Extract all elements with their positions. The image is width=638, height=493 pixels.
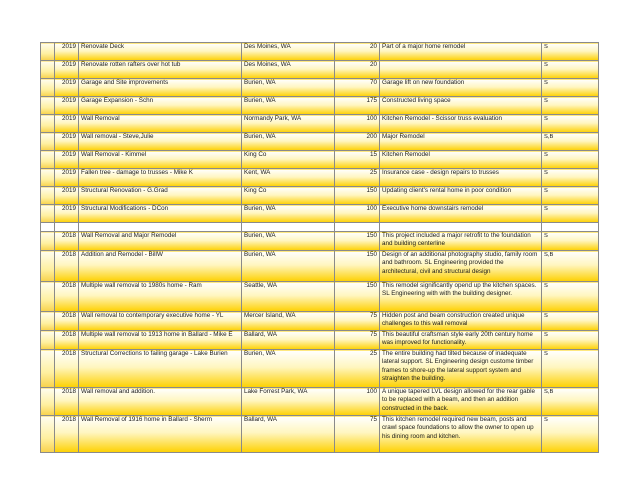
row-margin-cell (41, 331, 55, 350)
amount-cell: 150 (335, 232, 380, 251)
location-cell: Des Moines, WA (242, 61, 335, 79)
amount-cell: 150 (335, 187, 380, 205)
discipline-code-cell: S (542, 331, 599, 350)
table-row (41, 388, 599, 416)
amount-cell: 15 (335, 151, 380, 169)
year-cell: 2019 (55, 151, 79, 169)
table-row (41, 232, 599, 251)
amount-cell: 20 (335, 61, 380, 79)
location-cell: Ballard, WA (242, 416, 335, 453)
description-cell: Garage lift on new foundation (380, 79, 542, 97)
project-name-cell: Wall Removal of 1916 home in Ballard - Sherm (79, 416, 242, 453)
amount-cell: 70 (335, 79, 380, 97)
amount-cell: 100 (335, 205, 380, 223)
description-cell: Kitchen Remodel - Scissor truss evaluation (380, 115, 542, 133)
description-cell: A unique tapered LVL design allowed for the rear gable to be replaced with a beam, and then an addition constructed in the back. (380, 388, 542, 416)
amount-cell: 200 (335, 133, 380, 151)
discipline-code-cell: S (542, 416, 599, 453)
location-cell: Burien, WA (242, 133, 335, 151)
row-margin-cell (41, 205, 55, 223)
gap-cell (380, 223, 542, 232)
year-cell: 2018 (55, 251, 79, 282)
location-cell: Normandy Park, WA (242, 115, 335, 133)
project-name-cell: Wall Removal and Major Remodel (79, 232, 242, 251)
location-cell: Mercer Island, WA (242, 312, 335, 331)
year-cell: 2018 (55, 350, 79, 388)
project-name-cell: Wall removal and addition. (79, 388, 242, 416)
description-cell: Kitchen Remodel (380, 151, 542, 169)
description-cell: Constructed living space (380, 97, 542, 115)
amount-cell: 150 (335, 282, 380, 312)
amount-cell: 25 (335, 350, 380, 388)
location-cell: Des Moines, WA (242, 43, 335, 61)
discipline-code-cell: S (542, 187, 599, 205)
project-name-cell: Multiple wall removal to 1980s home - Ram (79, 282, 242, 312)
row-margin-cell (41, 251, 55, 282)
discipline-code-cell: S (542, 43, 599, 61)
discipline-code-cell: S,B (542, 251, 599, 282)
table-row (41, 79, 599, 97)
year-cell: 2019 (55, 43, 79, 61)
table-row (41, 151, 599, 169)
amount-cell: 100 (335, 388, 380, 416)
location-cell: Kent, WA (242, 169, 335, 187)
row-margin-cell (41, 350, 55, 388)
amount-cell: 75 (335, 312, 380, 331)
location-cell: Seattle, WA (242, 282, 335, 312)
location-cell: Burien, WA (242, 79, 335, 97)
project-name-cell: Multiple wall removal to 1913 home in Ballard - Mike E (79, 331, 242, 350)
discipline-code-cell: S (542, 205, 599, 223)
discipline-code-cell: S (542, 282, 599, 312)
project-name-cell: Wall Removal (79, 115, 242, 133)
description-cell: Design of an additional photography studio, family room and bathroom. SL Engineering provided the architectural, civil and structural design (380, 251, 542, 282)
discipline-code-cell: S (542, 79, 599, 97)
discipline-code-cell: S,B (542, 388, 599, 416)
gap-cell (79, 223, 242, 232)
location-cell: Burien, WA (242, 232, 335, 251)
location-cell: Ballard, WA (242, 331, 335, 350)
amount-cell: 100 (335, 115, 380, 133)
amount-cell: 175 (335, 97, 380, 115)
year-cell: 2018 (55, 232, 79, 251)
amount-cell: 20 (335, 43, 380, 61)
amount-cell: 75 (335, 331, 380, 350)
description-cell: This remodel significantly opend up the kitchen spaces. SL Engineering with with the building designer. (380, 282, 542, 312)
table-row (41, 312, 599, 331)
project-name-cell: Wall removal to contemporary executive home - YL (79, 312, 242, 331)
location-cell: King Co (242, 187, 335, 205)
year-cell: 2019 (55, 97, 79, 115)
location-cell: King Co (242, 151, 335, 169)
description-cell (380, 61, 542, 79)
year-cell: 2019 (55, 115, 79, 133)
project-name-cell: Wall removal - Steve,Julie (79, 133, 242, 151)
description-cell: This beautiful craftsman style early 20th century home was improved for functionality. (380, 331, 542, 350)
discipline-code-cell: S (542, 350, 599, 388)
year-cell: 2018 (55, 331, 79, 350)
year-cell: 2019 (55, 61, 79, 79)
amount-cell: 75 (335, 416, 380, 453)
discipline-code-cell: S (542, 115, 599, 133)
row-margin-cell (41, 151, 55, 169)
project-name-cell: Addition and Remodel - BillW (79, 251, 242, 282)
table-row (41, 43, 599, 61)
location-cell: Lake Forrest Park, WA (242, 388, 335, 416)
amount-cell: 25 (335, 169, 380, 187)
gap-cell (242, 223, 335, 232)
table-row (41, 169, 599, 187)
row-margin-cell (41, 282, 55, 312)
row-margin-cell (41, 312, 55, 331)
row-margin-cell (41, 133, 55, 151)
project-name-cell: Structural Modifications - DCon (79, 205, 242, 223)
discipline-code-cell: S (542, 232, 599, 251)
project-table (40, 42, 599, 453)
gap-cell (335, 223, 380, 232)
project-name-cell: Fallen tree - damage to trusses - Mike K (79, 169, 242, 187)
project-name-cell: Wall Removal - Kimmel (79, 151, 242, 169)
row-margin-cell (41, 232, 55, 251)
row-margin-cell (41, 416, 55, 453)
row-margin-cell (41, 97, 55, 115)
row-margin-cell (41, 79, 55, 97)
row-margin-cell (41, 115, 55, 133)
project-name-cell: Renovate Deck (79, 43, 242, 61)
description-cell: Hidden post and beam construction created unique challenges to this wall removal (380, 312, 542, 331)
table-row (41, 331, 599, 350)
project-name-cell: Renovate rotten rafters over hot tub (79, 61, 242, 79)
description-cell: Major Remodel (380, 133, 542, 151)
table-row (41, 97, 599, 115)
year-cell: 2018 (55, 416, 79, 453)
description-cell: This project included a major retrofit to the foundation and building centerline (380, 232, 542, 251)
year-cell: 2018 (55, 388, 79, 416)
year-cell: 2019 (55, 187, 79, 205)
discipline-code-cell: S (542, 61, 599, 79)
row-margin-cell (41, 43, 55, 61)
row-margin-cell (41, 169, 55, 187)
description-cell: Updating client's rental home in poor condition (380, 187, 542, 205)
year-cell: 2019 (55, 79, 79, 97)
amount-cell: 150 (335, 251, 380, 282)
location-cell: Burien, WA (242, 251, 335, 282)
table-row (41, 350, 599, 388)
project-name-cell: Structural Corrections to failing garage - Lake Burien (79, 350, 242, 388)
description-cell: The entire building had tilted because of inadequate lateral support. SL Engineering design custome timber frames to shore-up the lateral support system and straighten the building. (380, 350, 542, 388)
table-row (41, 205, 599, 223)
project-name-cell: Structural Renovation - G.Grad (79, 187, 242, 205)
discipline-code-cell: S,B (542, 133, 599, 151)
description-cell: This kitchen remodel required new beam, posts and crawl space foundations to allow the owner to open up his dining room and kitchen. (380, 416, 542, 453)
table-row (41, 61, 599, 79)
gap-cell (542, 223, 599, 232)
table-row (41, 282, 599, 312)
year-cell: 2019 (55, 133, 79, 151)
description-cell: Part of a major home remodel (380, 43, 542, 61)
discipline-code-cell: S (542, 97, 599, 115)
location-cell: Burien, WA (242, 350, 335, 388)
row-margin-cell (41, 187, 55, 205)
table-row (41, 416, 599, 453)
gap-cell (41, 223, 55, 232)
table-row (41, 115, 599, 133)
year-cell: 2018 (55, 282, 79, 312)
description-cell: Insurance case - design repairs to trusses (380, 169, 542, 187)
year-cell: 2019 (55, 205, 79, 223)
discipline-code-cell: S (542, 151, 599, 169)
project-name-cell: Garage Expansion - Schn (79, 97, 242, 115)
table-row (41, 187, 599, 205)
description-cell: Executive home downstairs remodel (380, 205, 542, 223)
year-cell: 2019 (55, 169, 79, 187)
row-margin-cell (41, 388, 55, 416)
project-list-sheet (40, 42, 598, 453)
year-cell: 2018 (55, 312, 79, 331)
project-rows (41, 43, 599, 453)
location-cell: Burien, WA (242, 205, 335, 223)
gap-cell (55, 223, 79, 232)
project-name-cell: Garage and Site improvements (79, 79, 242, 97)
discipline-code-cell: S (542, 169, 599, 187)
row-margin-cell (41, 61, 55, 79)
table-row (41, 251, 599, 282)
section-gap-row (41, 223, 599, 232)
location-cell: Burien, WA (242, 97, 335, 115)
discipline-code-cell: S (542, 312, 599, 331)
table-row (41, 133, 599, 151)
